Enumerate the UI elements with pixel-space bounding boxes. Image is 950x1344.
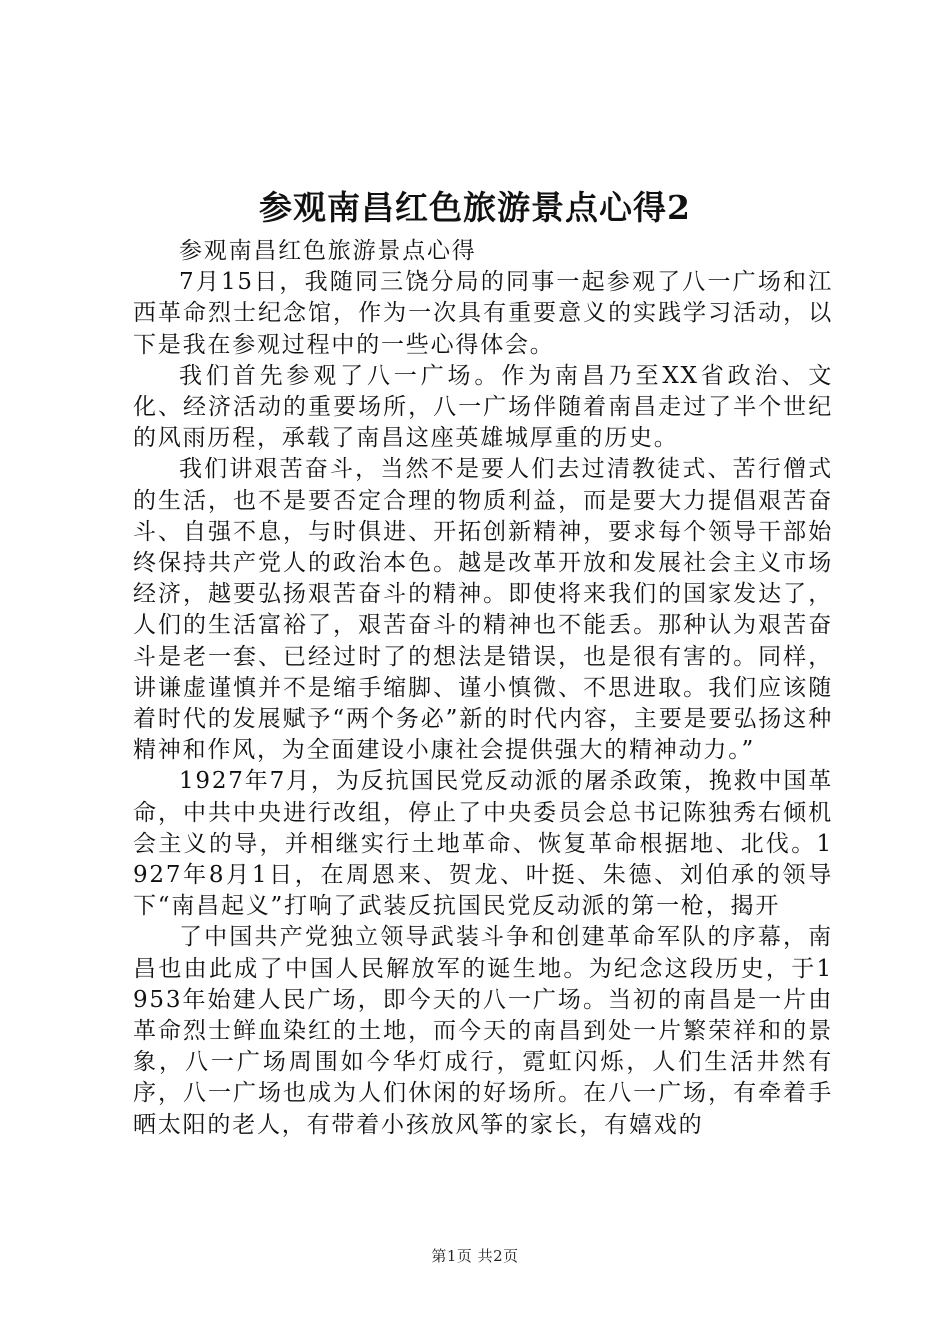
paragraph-intro: 7月15日，我随同三饶分局的同事一起参观了八一广场和江西革命烈士纪念馆，作为一次具有重要意义的实践学习活动，以下是我在参观过程中的一些心得体会。	[133, 269, 833, 358]
document-title: 参观南昌红色旅游景点心得2	[259, 188, 691, 227]
paragraph-1927-history: 1927年7月，为反抗国民党反动派的屠杀政策，挽救中国革命，中共中央进行改组，停止了中央委员会总书记陈独秀右倾机会主义的导，并相继实行土地革命、恢复革命根据地、北伐。1927年8月1日，在周恩来、贺龙、叶挺、朱德、刘伯承的领导下“南昌起义”打响了武装反抗国民党反动派的第一枪，揭开	[133, 768, 833, 920]
paragraph-hard-work: 我们讲艰苦奋斗，当然不是要人们去过清教徒式、苦行僧式的生活，也不是要否定合理的物质利益，而是要大力提倡艰苦奋斗、自强不息，与时俱进、开拓创新精神，要求每个领导干部始终保持共产党人的政治本色。越是改革开放和发展社会主义市场经济，越要弘扬艰苦奋斗的精神。即使将来我们的国家发达了，人们的生活富裕了，艰苦奋斗的精神也不能丢。那种认为艰苦奋斗是老一套、已经过时了的想法是错误，也是很有害的。同样，讲谦虚谨慎并不是缩手缩脚、谨小慎微、不思进取。我们应该随着时代的发展赋予“两个务必”新的时代内容，主要是要弘扬这种精神和作风，为全面建设小康社会提供强大的精神动力。”	[133, 456, 833, 764]
page-number-footer: 第1页 共2页	[431, 1247, 519, 1265]
paragraph-subtitle: 参观南昌红色旅游景点心得	[179, 238, 477, 264]
document-body	[133, 236, 833, 1141]
paragraph-square-today: 了中国共产党独立领导武装斗争和创建革命军队的序幕，南昌也由此成了中国人民解放军的诞生地。为纪念这段历史，于1953年始建人民广场，即今天的八一广场。当初的南昌是一片由革命烈士鲜血染红的土地，而今天的南昌到处一片繁荣祥和的景象，八一广场周围如今华灯成行，霓虹闪烁，人们生活井然有序，八一广场也成为人们休闲的好场所。在八一广场，有牵着手晒太阳的老人，有带着小孩放风筝的家长，有嬉戏的	[133, 924, 833, 1138]
paragraph-bayi-square: 我们首先参观了八一广场。作为南昌乃至XX省政治、文化、经济活动的重要场所，八一广场伴随着南昌走过了半个世纪的风雨历程，承载了南昌这座英雄城厚重的历史。	[133, 362, 833, 452]
